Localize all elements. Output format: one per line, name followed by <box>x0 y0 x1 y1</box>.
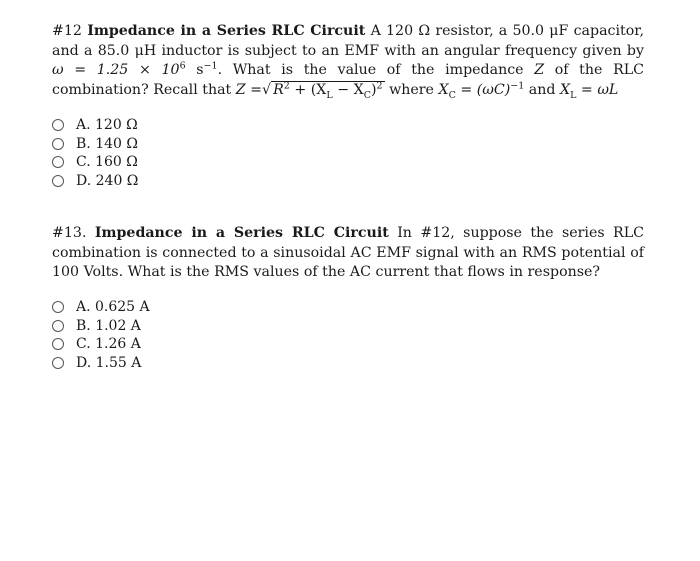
question-13 <box>52 224 644 283</box>
radio-button[interactable] <box>52 301 64 313</box>
question-title: Impedance in a Series RLC Circuit <box>87 23 366 39</box>
omega-expression: $\omega = 1.25 \times 10^6$ <box>52 60 186 78</box>
question-text-2: . What is the value of the impedance <box>217 62 524 78</box>
option-label: D. 240 Ω <box>76 172 139 189</box>
option-c[interactable] <box>52 335 150 354</box>
option-c[interactable] <box>52 153 138 172</box>
radio-button[interactable] <box>52 119 64 131</box>
question-title: Impedance in a Series RLC Circuit <box>94 225 389 241</box>
radio-button[interactable] <box>52 138 64 150</box>
option-b[interactable] <box>52 135 138 154</box>
sqrt-symbol: √ $R^2 + (X_L - X_C)^2$ <box>262 79 383 101</box>
option-a[interactable] <box>52 116 138 135</box>
option-label: B. 140 Ω <box>76 135 138 152</box>
option-a[interactable] <box>52 298 150 317</box>
radio-button[interactable] <box>52 156 64 168</box>
option-label: A. 120 Ω <box>76 117 138 134</box>
question-text: In #12, suppose the series RLC combination is connected to a sinusoidal AC EMF signal with an RMS potential of 100 Volts. What is the RMS values of the AC current that flows in response? <box>52 225 644 280</box>
question-text: A 120 Ω resistor, a 50.0 μF capacitor, and a 85.0 μH inductor is subject to an EMF with an angular frequency given by <box>52 23 645 59</box>
option-label: B. 1.02 A <box>76 317 141 334</box>
option-b[interactable] <box>52 317 150 336</box>
question-number: #13. <box>52 225 87 241</box>
question-text-3: of the RLC combination? Recall that <box>52 62 645 98</box>
question-number: #12 <box>52 23 82 39</box>
option-d[interactable] <box>52 354 150 373</box>
radio-button[interactable] <box>52 338 64 350</box>
where-text: where <box>389 81 434 98</box>
answer-options-12 <box>52 116 138 190</box>
answer-options-13 <box>52 298 150 372</box>
impedance-formula: Z =√ $R^2 + (X_L - X_C)^2$ <box>235 79 383 101</box>
option-label: C. 1.26 A <box>76 336 141 353</box>
option-label: C. 160 Ω <box>76 154 138 171</box>
radio-button[interactable] <box>52 175 64 187</box>
radio-button[interactable] <box>52 320 64 332</box>
xc-formula: $X_C = (\omega C)^{-1}$ <box>438 79 525 101</box>
and-text: and <box>528 81 556 98</box>
question-12 <box>52 22 644 100</box>
impedance-variable: Z <box>534 62 545 78</box>
option-d[interactable] <box>52 172 138 191</box>
xl-formula: $X_L = \omega L$ <box>560 81 619 101</box>
option-label: D. 1.55 A <box>76 354 142 371</box>
radio-button[interactable] <box>52 357 64 369</box>
unit: $s^{-1}$ <box>196 60 218 78</box>
option-label: A. 0.625 A <box>76 299 150 316</box>
